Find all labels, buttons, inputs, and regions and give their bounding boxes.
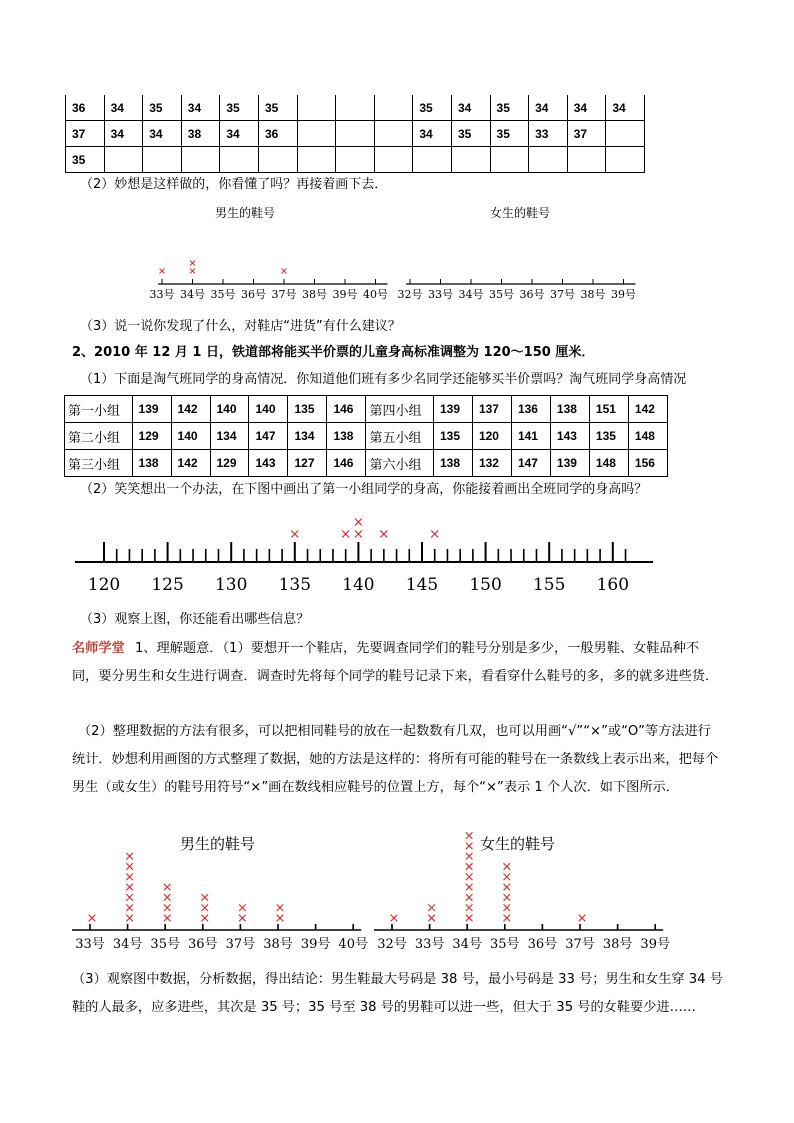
cross-mark — [428, 904, 435, 911]
height-cell: 146 — [327, 450, 366, 477]
boys-large-tick-label: 35号 — [150, 937, 180, 952]
table-cell — [490, 147, 529, 173]
table-cell — [336, 95, 375, 121]
boys-small-tick-label: 38号 — [302, 288, 327, 301]
height-cell: 146 — [327, 396, 366, 423]
table-cell — [413, 147, 452, 173]
height-axis-label: 155 — [532, 575, 566, 595]
table-cell — [336, 147, 375, 173]
table-cell: 34 — [104, 121, 143, 147]
height-axis-label: 150 — [469, 575, 502, 595]
problem-2-intro: 2、2010 年 12 月 1 日，铁道部将能买半价票的儿童身高标准调整为 120～150 厘米． — [72, 345, 595, 360]
problem-2-question-3: （3）观察上图，你还能看出哪些信息？ — [80, 612, 310, 627]
boys-large-tick-label: 40号 — [338, 937, 368, 952]
height-table — [64, 395, 668, 477]
cross-mark — [504, 863, 511, 870]
table-cell: 35 — [220, 95, 259, 121]
table-cell: 33 — [529, 121, 568, 147]
height-cell: 138 — [550, 396, 589, 423]
cross-mark — [126, 853, 133, 860]
height-cell: 141 — [511, 423, 550, 450]
table-cell — [606, 147, 645, 173]
cross-mark — [355, 519, 362, 526]
height-cell: 139 — [550, 450, 589, 477]
shoe-size-number-lines — [150, 200, 650, 310]
height-axis-label: 130 — [214, 575, 248, 595]
table-cell — [451, 147, 490, 173]
table-cell — [374, 147, 413, 173]
height-cell: 142 — [171, 396, 210, 423]
height-axis-label: 120 — [87, 575, 121, 595]
cross-mark — [89, 915, 96, 922]
boys-large-tick-label: 36号 — [188, 937, 218, 952]
table-cell: 36 — [258, 121, 297, 147]
cross-mark — [504, 904, 511, 911]
cross-mark — [342, 531, 349, 538]
height-cell: 138 — [327, 423, 366, 450]
girls-small-tick-label: 38号 — [580, 288, 606, 301]
cross-mark — [504, 884, 511, 891]
table-cell — [297, 121, 336, 147]
cross-mark — [504, 915, 511, 922]
girls-small-tick-label: 34号 — [458, 288, 484, 301]
shoe-size-large-number-lines — [70, 825, 680, 960]
table-cell: 34 — [413, 121, 452, 147]
height-cell: 137 — [472, 396, 511, 423]
cross-mark — [126, 894, 133, 901]
group-name-cell: 第一小组 — [65, 396, 133, 423]
height-number-line — [70, 505, 670, 600]
boys-large-title: 男生的鞋号 — [180, 835, 256, 853]
boys-small-tick-label: 39号 — [332, 288, 358, 301]
height-cell: 148 — [589, 450, 628, 477]
girls-small-tick-label: 33号 — [428, 288, 453, 301]
cross-mark — [164, 915, 171, 922]
cross-mark — [504, 894, 511, 901]
table-cell: 34 — [143, 121, 182, 147]
height-cell: 139 — [132, 396, 171, 423]
girls-large-tick-label: 38号 — [602, 937, 633, 952]
cross-mark — [466, 874, 473, 881]
cross-mark — [466, 894, 473, 901]
problem-2-question-1: （1）下面是淘气班同学的身高情况．你知道他们班有多少名同学还能够买半价票吗？淘气班同学身高情况 — [80, 372, 687, 387]
cross-mark — [380, 531, 387, 538]
girls-large-tick-label: 36号 — [527, 937, 558, 952]
height-cell: 134 — [288, 423, 327, 450]
cross-mark — [164, 884, 171, 891]
height-axis-label: 145 — [405, 575, 439, 595]
girls-small-tick-label: 39号 — [611, 288, 636, 301]
girls-chart-title: 女生的鞋号 — [489, 206, 551, 220]
height-cell: 140 — [171, 423, 210, 450]
height-axis-label: 160 — [596, 575, 630, 595]
boys-small-tick-label: 35号 — [210, 288, 236, 301]
height-cell: 140 — [249, 396, 288, 423]
cross-mark — [202, 894, 209, 901]
height-cell: 151 — [589, 396, 628, 423]
cross-mark — [277, 904, 284, 911]
table-cell — [297, 95, 336, 121]
table-cell: 37 — [66, 121, 105, 147]
boys-large-tick-label: 37号 — [225, 937, 256, 952]
cross-mark — [126, 874, 133, 881]
height-cell: 148 — [628, 423, 667, 450]
table-row — [66, 95, 645, 121]
table-cell — [567, 147, 606, 173]
cross-mark — [126, 863, 133, 870]
table-cell: 38 — [181, 121, 220, 147]
table-cell: 34 — [529, 95, 568, 121]
cross-mark — [466, 832, 473, 839]
table-row — [65, 450, 668, 477]
girls-large-tick-label: 34号 — [452, 937, 482, 952]
height-cell: 156 — [628, 450, 667, 477]
girls-small-tick-label: 36号 — [519, 288, 545, 301]
table-cell — [104, 147, 143, 173]
conclusion-paragraph: （3）观察图中数据，分析数据，得出结论：男生鞋最大号码是 38 号，最小号码是 33 号；男生和女生穿 34 号鞋的人最多，应多进些，其次是 35 号；35 号至 38 号的男鞋可以进一些，但大于 35 号的女鞋要少进…… — [72, 972, 723, 1015]
cross-mark — [202, 904, 209, 911]
cross-mark — [466, 884, 473, 891]
table-cell — [374, 121, 413, 147]
cross-mark — [282, 269, 287, 274]
table-cell: 34 — [220, 121, 259, 147]
cross-mark — [239, 904, 246, 911]
girls-large-tick-label: 37号 — [565, 937, 595, 952]
cross-mark — [579, 915, 586, 922]
problem-2-question-2: （2）笑笑想出一个办法，在下图中画出了第一小组同学的身高，你能接着画出全班同学的身高吗？ — [80, 482, 648, 497]
table-row — [65, 396, 668, 423]
cross-mark — [190, 261, 195, 266]
girls-large-tick-label: 33号 — [414, 937, 445, 952]
height-cell: 139 — [433, 396, 472, 423]
table-cell: 34 — [606, 95, 645, 121]
height-cell: 147 — [511, 450, 550, 477]
cross-mark — [428, 915, 435, 922]
table-cell — [297, 147, 336, 173]
table-cell: 36 — [66, 95, 105, 121]
girls-small-tick-label: 35号 — [489, 288, 514, 301]
cross-mark — [126, 915, 133, 922]
shoe-size-small-charts — [150, 200, 650, 310]
table-cell — [529, 147, 568, 173]
table-cell: 35 — [413, 95, 452, 121]
height-axis-label: 140 — [342, 575, 375, 595]
girls-small-tick-label: 32号 — [397, 288, 423, 301]
shoe-size-large-charts — [70, 825, 680, 960]
girls-large-tick-label: 32号 — [377, 937, 407, 952]
cross-mark — [190, 269, 195, 274]
cross-mark — [164, 904, 171, 911]
table-row — [66, 147, 645, 173]
cross-mark — [239, 915, 246, 922]
height-cell: 140 — [210, 396, 249, 423]
height-cell: 129 — [210, 450, 249, 477]
height-cell: 132 — [472, 450, 511, 477]
boys-small-tick-label: 36号 — [241, 288, 266, 301]
teacher-para1-text: 1、理解题意．（1）要想开一个鞋店，先要调查同学们的鞋号分别是多少，一般男鞋、女鞋品种不同，要分男生和女生进行调查．调查时先将每个同学的鞋号记录下来，看看穿什么鞋号的多，多的就多进些货． — [72, 641, 719, 684]
height-cell: 143 — [249, 450, 288, 477]
height-cell: 138 — [433, 450, 472, 477]
table-cell: 35 — [490, 95, 529, 121]
height-cell: 134 — [210, 423, 249, 450]
table-cell: 34 — [567, 95, 606, 121]
question-1-2: （2）妙想是这样做的，你看懂了吗？再接着画下去． — [80, 177, 388, 192]
height-cell: 138 — [132, 450, 171, 477]
cross-mark — [466, 915, 473, 922]
table-cell — [336, 121, 375, 147]
height-cell: 129 — [132, 423, 171, 450]
cross-mark — [466, 843, 473, 850]
cross-mark — [160, 269, 165, 274]
table-cell: 35 — [258, 95, 297, 121]
boys-small-tick-label: 34号 — [180, 288, 205, 301]
teacher-section-para2: （2）整理数据的方法有很多，可以把相同鞋号的放在一起数数有几双，也可以用画“√”“×”或“O”等方法进行统计．妙想利用画图的方式整理了数据，她的方法是这样的：将所有可能的鞋号在一条数线上表示出来，把每个男生（或女生）的鞋号用符号“×”画在数线相应鞋号的位置上方，每个“×”表示 1 个人次．如下图所示． — [72, 724, 719, 795]
boys-large-tick-label: 38号 — [263, 937, 293, 952]
boys-small-tick-label: 37号 — [271, 288, 297, 301]
cross-mark — [126, 904, 133, 911]
cross-mark — [164, 894, 171, 901]
height-cell: 120 — [472, 423, 511, 450]
cross-mark — [202, 915, 209, 922]
table-cell: 37 — [567, 121, 606, 147]
height-cell: 127 — [288, 450, 327, 477]
boys-large-tick-label: 34号 — [112, 937, 143, 952]
table-cell — [258, 147, 297, 173]
boys-small-tick-label: 40号 — [363, 288, 388, 301]
girls-large-tick-label: 39号 — [640, 937, 670, 952]
cross-mark — [391, 915, 398, 922]
group-name-cell: 第三小组 — [65, 450, 133, 477]
table-cell: 34 — [104, 95, 143, 121]
height-axis-label: 125 — [151, 575, 184, 595]
girls-large-title: 女生的鞋号 — [480, 835, 556, 853]
height-cell: 135 — [589, 423, 628, 450]
height-number-line-chart — [70, 505, 670, 600]
cross-mark — [466, 863, 473, 870]
girls-small-tick-label: 37号 — [550, 288, 575, 301]
cross-mark — [504, 874, 511, 881]
table-cell: 34 — [451, 95, 490, 121]
boys-large-tick-label: 33号 — [75, 937, 105, 952]
height-cell: 136 — [511, 396, 550, 423]
height-cell: 135 — [288, 396, 327, 423]
cross-mark — [126, 884, 133, 891]
boys-large-tick-label: 39号 — [300, 937, 331, 952]
cross-mark — [355, 531, 362, 538]
table-cell: 35 — [143, 95, 182, 121]
group-name-cell: 第二小组 — [65, 423, 133, 450]
boys-chart-title: 男生的鞋号 — [214, 206, 276, 220]
height-cell: 147 — [249, 423, 288, 450]
table-cell: 35 — [451, 121, 490, 147]
table-cell: 35 — [490, 121, 529, 147]
group-name-cell: 第六小组 — [366, 450, 434, 477]
table-cell — [220, 147, 259, 173]
cross-mark — [431, 531, 438, 538]
cross-mark — [277, 915, 284, 922]
cross-mark — [466, 853, 473, 860]
girls-large-tick-label: 35号 — [490, 937, 520, 952]
height-cell: 143 — [550, 423, 589, 450]
table-cell — [606, 121, 645, 147]
boys-small-tick-label: 33号 — [150, 288, 175, 301]
table-cell — [143, 147, 182, 173]
shoe-size-table — [65, 95, 645, 173]
cross-mark — [466, 904, 473, 911]
table-row — [65, 423, 668, 450]
teacher-section-para1 — [72, 635, 724, 691]
cross-mark — [291, 531, 298, 538]
group-name-cell: 第五小组 — [366, 423, 434, 450]
height-cell: 142 — [628, 396, 667, 423]
table-cell — [374, 95, 413, 121]
table-cell: 35 — [66, 147, 105, 173]
group-name-cell: 第四小组 — [366, 396, 434, 423]
height-axis-label: 135 — [278, 575, 312, 595]
table-cell: 34 — [181, 95, 220, 121]
height-cell: 142 — [171, 450, 210, 477]
table-row — [66, 121, 645, 147]
question-1-3: （3）说一说你发现了什么，对鞋店“进货”有什么建议？ — [80, 319, 401, 334]
table-cell — [181, 147, 220, 173]
teacher-section-label: 名师学堂 — [72, 641, 125, 656]
height-cell: 135 — [433, 423, 472, 450]
